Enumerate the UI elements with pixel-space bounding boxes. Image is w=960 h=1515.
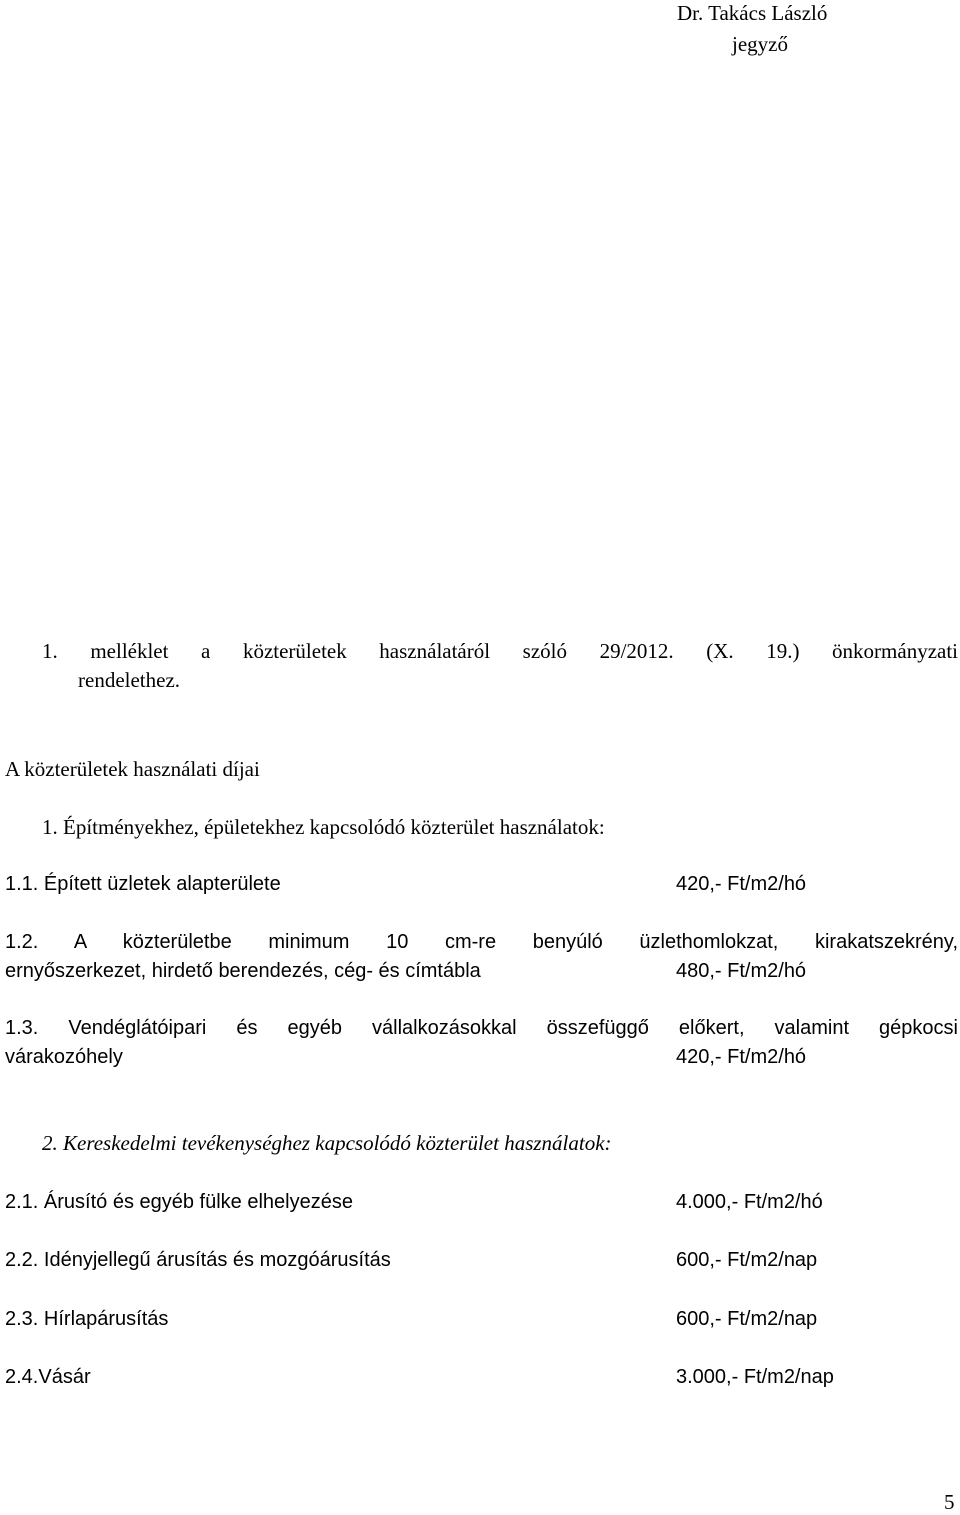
item-1-2-price: 480,- Ft/m2/hó	[676, 960, 807, 982]
item-2-4-price: 3.000,- Ft/m2/nap	[676, 1366, 834, 1388]
annex-line-1: 1. melléklet a közterületek használatáról szóló 29/2012. (X. 19.) önkormányzati	[42, 639, 958, 663]
item-1-3-line-1: 1.3. Vendéglátóipari és egyéb vállalkozásokkal összefüggő előkert, valamint gépkocsi	[5, 1017, 958, 1039]
annex-line-2: rendelethez.	[78, 668, 181, 692]
section2-heading: 2. Kereskedelmi tevékenységhez kapcsolódó közterület használatok:	[42, 1131, 612, 1155]
page-number: 5	[944, 1490, 955, 1514]
signature-title: jegyző	[732, 32, 788, 56]
section1-heading: 1. Építményekhez, épületekhez kapcsolódó közterület használatok:	[42, 815, 605, 839]
item-1-3-price: 420,- Ft/m2/hó	[676, 1046, 807, 1068]
item-2-1-label: 2.1. Árusító és egyéb fülke elhelyezése	[5, 1191, 353, 1213]
item-2-4-label: 2.4.Vásár	[5, 1366, 91, 1388]
item-2-3-price: 600,- Ft/m2/nap	[676, 1308, 818, 1330]
item-1-1-label: 1.1. Épített üzletek alapterülete	[5, 873, 281, 895]
item-2-1-price: 4.000,- Ft/m2/hó	[676, 1191, 823, 1213]
item-2-2-price: 600,- Ft/m2/nap	[676, 1249, 818, 1271]
item-2-3-label: 2.3. Hírlapárusítás	[5, 1308, 169, 1330]
item-1-1-price: 420,- Ft/m2/hó	[676, 873, 807, 895]
item-2-2-label: 2.2. Idényjellegű árusítás és mozgóárusítás	[5, 1249, 391, 1271]
item-1-2-line-2: ernyőszerkezet, hirdető berendezés, cég- és címtábla	[5, 960, 481, 982]
item-1-2-line-1: 1.2. A közterületbe minimum 10 cm-re benyúló üzlethomlokzat, kirakatszekrény,	[5, 931, 958, 953]
item-1-3-line-2: várakozóhely	[5, 1046, 123, 1068]
signature-name: Dr. Takács László	[677, 1, 828, 25]
fees-title: A közterületek használati díjai	[5, 757, 260, 781]
